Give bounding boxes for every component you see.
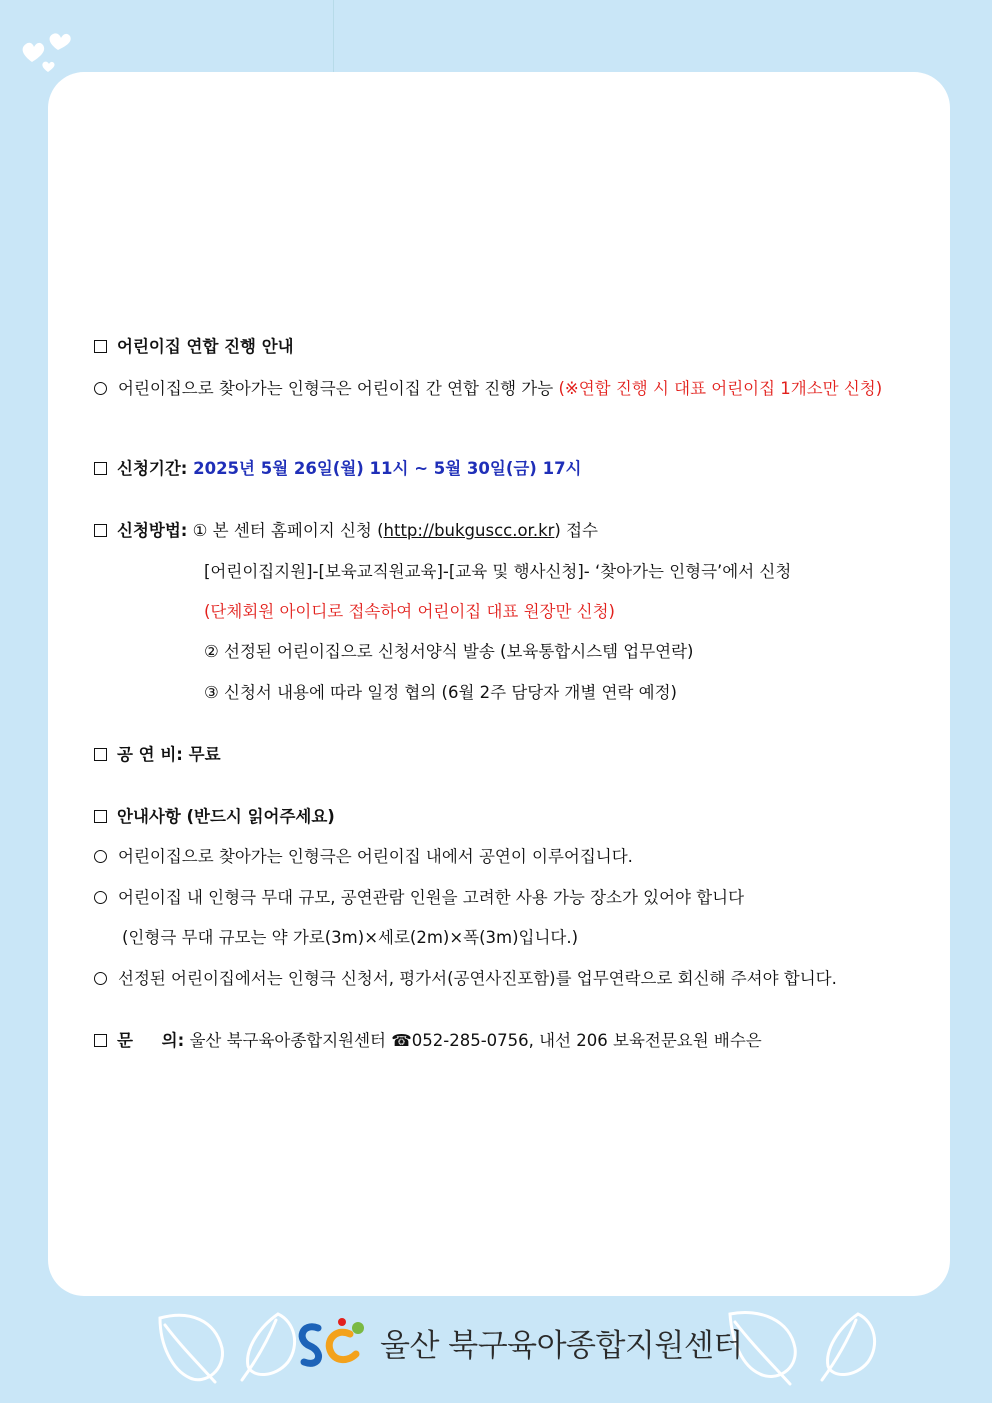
notice-item: 선정된 어린이집에서는 인형극 신청서, 평가서(공연사진포함)를 업무연락으로 회신해 주셔야 합니다. [94, 966, 837, 992]
square-bullet-icon [94, 1034, 107, 1047]
top-divider-line [333, 0, 334, 72]
square-bullet-icon [94, 524, 107, 537]
period-value: 2025년 5월 26일(월) 11시 ~ 5월 30일(금) 17시 [193, 459, 582, 478]
square-bullet-icon [94, 340, 107, 353]
circle-bullet-icon [94, 891, 107, 904]
notice-item-sub: (인형극 무대 규모는 약 가로(3m)×세로(2m)×폭(3m)입니다.) [122, 928, 579, 947]
notice-title: 안내사항 (반드시 읽어주세요) [94, 804, 335, 830]
hearts-decoration-icon [18, 22, 88, 77]
section-joint-title: 어린이집 연합 진행 안내 [94, 334, 294, 360]
application-method: 신청방법: ① 본 센터 홈페이지 신청 (http://bukguscc.or.kr) 접수 [94, 518, 598, 544]
method-step2: ② 선정된 어린이집으로 신청서양식 발송 (보육통합시스템 업무연락) [204, 642, 694, 661]
circle-bullet-icon [94, 850, 107, 863]
method-step3: ③ 신청서 내용에 따라 일정 협의 (6월 2주 담당자 개별 연락 예정) [204, 683, 677, 702]
organization-logo-text: 울산 북구육아종합지원센터 [380, 1328, 743, 1364]
circle-bullet-icon [94, 972, 107, 985]
square-bullet-icon [94, 748, 107, 761]
homepage-link[interactable]: http://bukguscc.or.kr [383, 521, 555, 540]
method-path: [어린이집지원]-[보육교직원교육]-[교육 및 행사신청]- ‘찾아가는 인형극’에서 신청 [204, 562, 792, 581]
center-logo-icon [302, 1318, 364, 1363]
square-bullet-icon [94, 810, 107, 823]
notice-item: 어린이집 내 인형극 무대 규모, 공연관람 인원을 고려한 사용 가능 장소가 있어야 합니다 [94, 885, 744, 911]
joint-note: (※연합 진행 시 대표 어린이집 1개소만 신청) [558, 379, 883, 398]
application-period: 신청기간: 2025년 5월 26일(월) 11시 ~ 5월 30일(금) 17시 [94, 456, 582, 482]
section-joint-text: 어린이집으로 찾아가는 인형극은 어린이집 간 연합 진행 가능 (※연합 진행 시 대표 어린이집 1개소만 신청) [94, 376, 882, 402]
inquiry: 문 의: 울산 북구육아종합지원센터 ☎052-285-0756, 내선 206 보육전문요원 배수은 [94, 1028, 762, 1054]
notice-item: 어린이집으로 찾아가는 인형극은 어린이집 내에서 공연이 이루어집니다. [94, 844, 633, 870]
method-note: (단체회원 아이디로 접속하여 어린이집 대표 원장만 신청) [204, 602, 615, 621]
square-bullet-icon [94, 462, 107, 475]
circle-bullet-icon [94, 382, 107, 395]
performance-fee: 공 연 비: 무료 [94, 742, 221, 768]
